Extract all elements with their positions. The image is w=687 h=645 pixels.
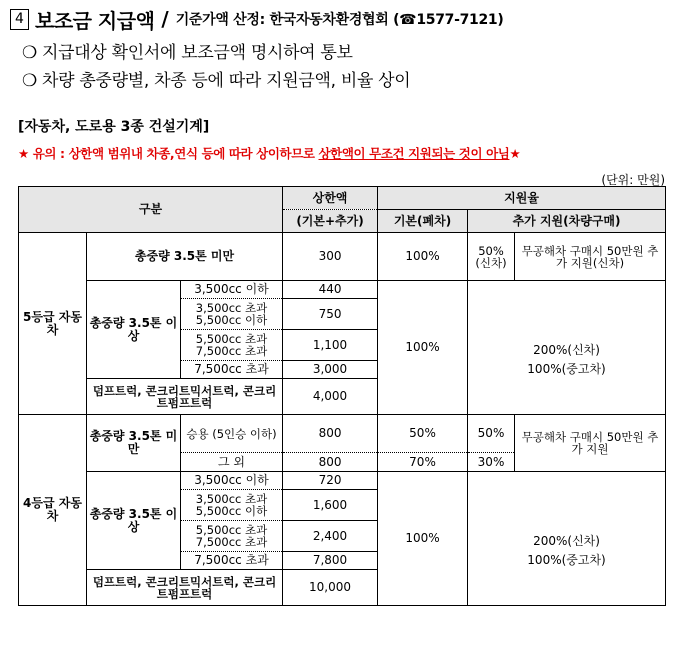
notice-underlined: 상한액이 무조건 지원되는 것이 아님 — [318, 146, 510, 161]
section-number-box: 4 — [10, 9, 29, 30]
grade4-passenger-basic: 50% — [378, 415, 468, 453]
grade5-under35-extra-note: 무공해차 구매시 50만원 추가 지원(신차) — [515, 233, 666, 281]
grade5-over35-basic: 100% — [378, 281, 468, 415]
grade4-extra-note: 무공해차 구매시 50만원 추가 지원 — [515, 415, 666, 472]
grade5-under35-limit: 300 — [283, 233, 378, 281]
grade4-other-label: 그 외 — [181, 453, 283, 472]
grade5-cc-row: 5,500cc 초과 7,500cc 초과 — [181, 330, 283, 361]
grade4-cc-row: 5,500cc 초과 7,500cc 초과 — [181, 521, 283, 552]
grade4-extra-used: 100%(중고차) — [468, 552, 666, 606]
unit-label: (단위: 만원) — [601, 173, 665, 187]
grade5-extra-used: 100%(중고차) — [468, 361, 666, 415]
grade5-cc-row: 7,500cc 초과 — [181, 361, 283, 379]
title-main: 보조금 지급액 — [35, 8, 155, 33]
grade4-extra-new: 200%(신차) — [468, 472, 666, 552]
grade4-limit-row: 1,600 — [283, 490, 378, 521]
header-support-rate: 지원율 — [378, 187, 666, 210]
title-sub: 기준가액 산정: 한국자동차환경협회 (☎1577-7121) — [175, 12, 504, 28]
grade5-limit-row: 1,100 — [283, 330, 378, 361]
grade4-dump-label: 덤프트럭, 콘크리트믹서트럭, 콘크리트펌프트럭 — [87, 570, 283, 606]
header-basic: 기본(폐차) — [378, 210, 468, 233]
notice-prefix: ★ 유의 : 상한액 범위내 차종,연식 등에 따라 상이하므로 — [18, 146, 319, 161]
grade4-under35-label: 총중량 3.5톤 미만 — [87, 415, 181, 472]
grade4-cc-row: 3,500cc 초과 5,500cc 이하 — [181, 490, 283, 521]
grade5-under35-label: 총중량 3.5톤 미만 — [87, 233, 283, 281]
header-extra: 추가 지원(차량구매) — [468, 210, 666, 233]
grade4-limit-row: 720 — [283, 472, 378, 490]
grade4-other-extra: 30% — [468, 453, 515, 472]
bullet-item: ❍ 차량 총중량별, 차종 등에 따라 지원금액, 비율 상이 — [22, 71, 411, 91]
grade4-cc-row: 3,500cc 이하 — [181, 472, 283, 490]
grade5-under35-extra-rate: 50% (신차) — [468, 233, 515, 281]
notice-suffix: ★ — [509, 146, 521, 161]
grade5-limit-row: 3,000 — [283, 361, 378, 379]
grade4-cc-row: 7,500cc 초과 — [181, 552, 283, 570]
grade5-limit-row: 440 — [283, 281, 378, 299]
grade5-dump-label: 덤프트럭, 콘크리트믹서트럭, 콘크리트펌프트럭 — [87, 379, 283, 415]
grade4-over35-basic: 100% — [378, 472, 468, 606]
grade5-under35-basic: 100% — [378, 233, 468, 281]
section-title: [자동차, 도로용 3종 건설기계] — [18, 119, 210, 135]
grade4-limit-row: 2,400 — [283, 521, 378, 552]
grade4-other-basic: 70% — [378, 453, 468, 472]
notice-text — [18, 144, 520, 162]
grade4-other-limit: 800 — [283, 453, 378, 472]
grade4-passenger-label: 승용 (5인승 이하) — [181, 415, 283, 453]
grade4-passenger-limit: 800 — [283, 415, 378, 453]
grade4-label: 4등급 자동차 — [19, 415, 87, 606]
grade5-extra-new: 200%(신차) — [468, 281, 666, 361]
grade4-over35-label: 총중량 3.5톤 이상 — [87, 472, 181, 570]
grade5-over35-label: 총중량 3.5톤 이상 — [87, 281, 181, 379]
header-category: 구분 — [19, 187, 283, 233]
subsidy-table — [18, 186, 666, 606]
header-limit-sub: (기본+추가) — [283, 210, 378, 233]
grade5-cc-row: 3,500cc 초과 5,500cc 이하 — [181, 299, 283, 330]
grade5-label: 5등급 자동차 — [19, 233, 87, 415]
grade5-limit-row: 750 — [283, 299, 378, 330]
grade4-limit-row: 7,800 — [283, 552, 378, 570]
grade4-passenger-extra: 50% — [468, 415, 515, 453]
document-title — [10, 4, 503, 34]
grade4-dump-limit: 10,000 — [283, 570, 378, 606]
grade5-cc-row: 3,500cc 이하 — [181, 281, 283, 299]
bullet-item: ❍ 지급대상 확인서에 보조금액 명시하여 통보 — [22, 43, 353, 63]
header-limit: 상한액 — [283, 187, 378, 210]
title-separator: / — [161, 7, 169, 31]
grade5-dump-limit: 4,000 — [283, 379, 378, 415]
